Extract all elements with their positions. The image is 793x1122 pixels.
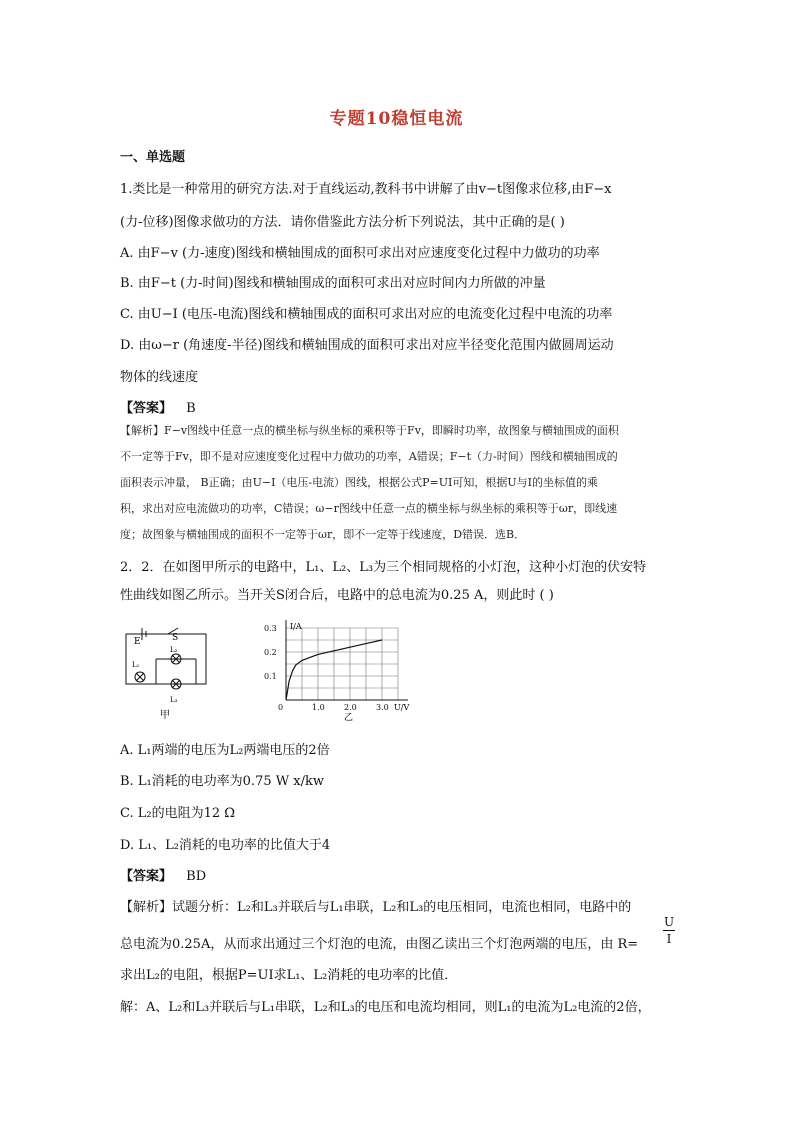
q2-option-d: D. L₁、L₂消耗的电功率的比值大于4 xyxy=(120,838,331,853)
q2-analysis-line4: 解：A、L₂和L₃并联后与L₁串联，L₂和L₃的电压和电流均相同，则L₁的电流为L₂电流的2倍， xyxy=(120,1000,651,1015)
q2-analysis-line2: 总电流为0.25A，从而求出通过三个灯泡的电流，由图乙读出三个灯泡两端的电压，由 R= xyxy=(120,937,639,952)
label-L3: L₃ xyxy=(170,696,178,704)
q1-option-b: B. 由F−t (力-时间)图线和横轴围成的面积可求出对应时间内力所做的冲量 xyxy=(120,276,546,291)
y-tick-label: 0.2 xyxy=(264,648,277,657)
section-heading: 一、单选题 xyxy=(120,150,186,165)
q1-answer-row xyxy=(120,397,680,416)
q1-analysis-line3: 面积表示冲量， B正确；由U−I（电压-电流）图线，根据公式P=UI可知，根据U与I的坐标值的乘 xyxy=(120,476,598,489)
label-L1: L₁ xyxy=(132,661,140,669)
x-tick-label: 2.0 xyxy=(344,703,357,712)
q2-analysis-line1: 【解析】试题分析：L₂和L₃并联后与L₁串联，L₂和L₃的电压相同，电流也相同，电路中的 xyxy=(120,900,632,915)
label-L2: L₂ xyxy=(170,646,178,654)
q2-option-c: C. L₂的电阻为12 Ω xyxy=(120,806,236,821)
q1-answer-value: B xyxy=(186,401,196,416)
y-tick-label: 0.1 xyxy=(264,672,277,681)
label-S: S xyxy=(172,633,179,643)
q1-analysis-line5: 度；故图象与横轴围成的面积不一定等于ωr，即不一定等于线速度，D错误．选B． xyxy=(120,528,526,541)
iv-chart xyxy=(262,618,412,723)
label-E: E xyxy=(134,637,141,647)
q1-analysis-line4: 积，求出对应电流做功的功率，C错误；ω−r图线中任意一点的横坐标与纵坐标的乘积等于ωr，即线速 xyxy=(120,502,618,515)
q1-analysis-line2: 不一定等于Fv，即不是对应速度变化过程中力做功的功率，A错误；F−t（力-时间）图线和横轴围成的 xyxy=(120,450,618,463)
q1-option-a: A. 由F−v (力-速度)图线和横轴围成的面积可求出对应速度变化过程中力做功的功率 xyxy=(120,246,600,261)
fraction-denominator: I xyxy=(666,932,672,946)
q1-option-d-cont: 物体的线速度 xyxy=(120,370,199,385)
y-tick-label: 0.3 xyxy=(264,624,277,633)
circuit-diagram xyxy=(120,622,220,722)
q1-analysis-line1: 【解析】F−v图线中任意一点的横坐标与纵坐标的乘积等于Fv，即瞬时功率，故图象与横轴围成的面积 xyxy=(120,424,619,437)
q1-stem-line1: 1.类比是一种常用的研究方法.对于直线运动,教科书中讲解了由v−t图像求位移,由F−x xyxy=(120,182,612,197)
q2-answer-label: 【答案】 xyxy=(120,869,173,884)
fraction-numerator: U xyxy=(663,915,675,929)
caption-jia: 甲 xyxy=(160,710,170,721)
x-tick-label: 3.0 xyxy=(376,703,389,712)
q2-answer-value: BD xyxy=(186,869,207,884)
x-tick-label: 1.0 xyxy=(312,703,325,712)
q2-stem-line2: 性曲线如图乙所示。当开关S闭合后，电路中的总电流为0.25 A，则此时 ( ) xyxy=(120,588,554,603)
q1-option-c: C. 由U−I (电压-电流)图线和横轴围成的面积可求出对应的电流变化过程中电流的功率 xyxy=(120,307,613,322)
fraction-u-over-i xyxy=(663,915,675,946)
q1-answer-label: 【答案】 xyxy=(120,401,173,416)
q1-option-d: D. 由ω−r (角速度-半径)图线和横轴围成的面积可求出对应半径变化范围内做圆周运动 xyxy=(120,338,614,353)
document-title: 专题10稳恒电流 xyxy=(329,109,464,129)
q2-option-a: A. L₁两端的电压为L₂两端电压的2倍 xyxy=(120,743,330,758)
chart-xlabel: U/V xyxy=(394,703,410,712)
q2-stem-line1: 2．2．在如图甲所示的电路中，L₁、L₂、L₃为三个相同规格的小灯泡，这种小灯泡的伏安特 xyxy=(120,560,647,575)
q1-stem-line2: (力-位移)图像求做功的方法．请你借鉴此方法分析下列说法，其中正确的是( ) xyxy=(120,215,565,230)
q2-option-b: B. L₁消耗的电功率为0.75 W x/kw xyxy=(120,774,324,789)
x-tick-label: 0 xyxy=(278,703,284,712)
q2-answer-row xyxy=(120,865,680,884)
caption-yi: 乙 xyxy=(344,713,354,723)
chart-ylabel: I/A xyxy=(290,622,302,631)
q2-analysis-line3: 求出L₂的电阻，根据P=UI求L₁、L₂消耗的电功率的比值． xyxy=(120,968,458,983)
